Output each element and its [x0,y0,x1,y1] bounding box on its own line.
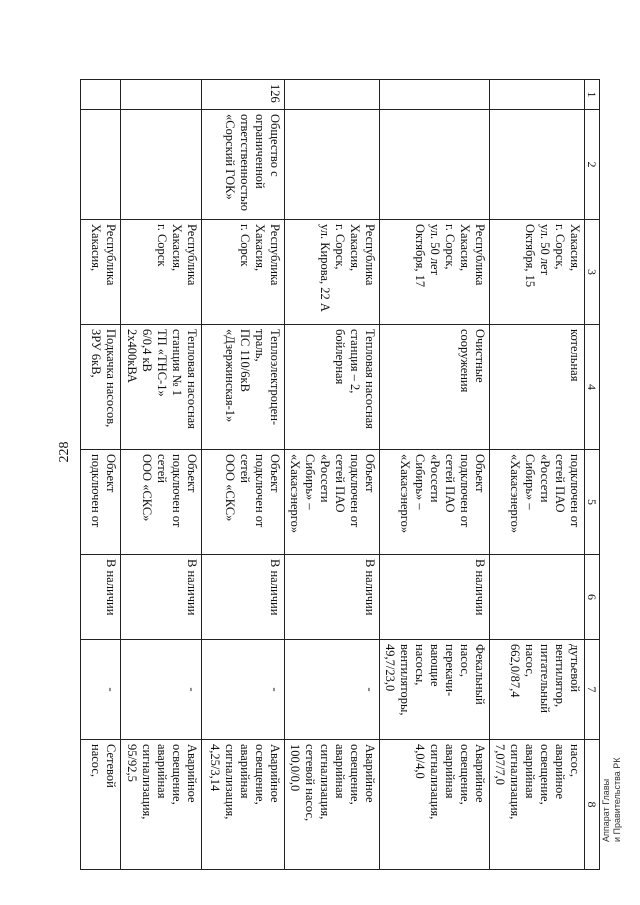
col-8-header: 8 [585,740,600,870]
rotated-table-wrapper [89,79,600,869]
cell-number [121,80,202,110]
cell-number [490,80,585,110]
cell-address: Республика Хакасия, [81,220,121,325]
cell-availability: В наличии [202,555,285,640]
cell-emergency: Аварийное освещение, аварийная сигнализация, сетевой насос, 100,0/0,0 [285,740,380,870]
cell-organization [380,110,490,220]
col-7-header: 7 [585,640,600,740]
table-row [121,80,202,870]
cell-facility: Подкачка насосов, ЗРУ 6кВ, [81,325,121,450]
cell-address: Республика Хакасия, г. Сорск [202,220,285,325]
archive-stamp: Аппарат Главы и Правительства РК [601,757,622,842]
facilities-table [80,79,600,870]
cell-address: Республика Хакасия, г. Сорск, ул. 50 лет Октября, 17 [380,220,490,325]
cell-equipment: - [285,640,380,740]
col-4-header: 4 [585,325,600,450]
col-1-header: 1 [585,80,600,110]
cell-facility: Тепловая насосная станция № 1 ТП «ТНС-1» 6/0,4 кВ 2х400кВА [121,325,202,450]
cell-emergency: насос, аварийное освещение, аварийная сигнализация, 7,07/7,0 [490,740,585,870]
cell-number [285,80,380,110]
cell-number [380,80,490,110]
cell-availability: В наличии [380,555,490,640]
cell-emergency: Аварийное освещение, аварийная сигнализация, 4,0/4,0 [380,740,490,870]
cell-address: Республика Хакасия, г. Сорск [121,220,202,325]
cell-facility: Теплоэлектроцен- траль, ПС 110/6кВ «Дзержинская-1» [202,325,285,450]
cell-organization [285,110,380,220]
cell-equipment: - [202,640,285,740]
cell-connection: подключен от сетей ПАО «Россети Сибирь» – «Хакасэнерго» [490,450,585,555]
page-number: 228 [57,441,72,463]
cell-emergency: Аварийное освещение, аварийная сигнализация, 4,25/3,14 [202,740,285,870]
cell-emergency: Сетевой насос, [81,740,121,870]
cell-number [81,80,121,110]
cell-connection: Объект подключен от сетей ООО «СКС» [121,450,202,555]
table-row [490,80,585,870]
table-row [285,80,380,870]
cell-availability: В наличии [121,555,202,640]
table-row [202,80,285,870]
cell-connection: Объект подключен от сетей ПАО «Россети Сибирь» – «Хакасэнерго» [380,450,490,555]
cell-facility: котельная [490,325,585,450]
col-3-header: 3 [585,220,600,325]
cell-number: 126 [202,80,285,110]
cell-equipment: Фекальный насос, перекачи- вающие насосы, вентиляторы, 49,7/23,0 [380,640,490,740]
cell-facility: Очистные сооружения [380,325,490,450]
cell-equipment: - [121,640,202,740]
table-row [81,80,121,870]
cell-facility: Тепловая насосная станция – 2, бойлерная [285,325,380,450]
cell-availability: В наличии [81,555,121,640]
col-6-header: 6 [585,555,600,640]
cell-availability [490,555,585,640]
cell-equipment: - [81,640,121,740]
cell-equipment: дутьевой вентилятор, питательный насос, 662,0/87,4 [490,640,585,740]
col-5-header: 5 [585,450,600,555]
cell-availability: В наличии [285,555,380,640]
cell-organization: Общество с ограниченной ответственностью «Сорский ГОК» [202,110,285,220]
cell-connection: Объект подключен от [81,450,121,555]
cell-address: Хакасия, г. Сорск, ул. 50 лет Октября, 15 [490,220,585,325]
cell-address: Республика Хакасия, г. Сорск, ул. Кирова, 22 А [285,220,380,325]
col-2-header: 2 [585,110,600,220]
table-row [380,80,490,870]
cell-emergency: Аварийное освещение, аварийная сигнализация, 95/92,5 [121,740,202,870]
cell-connection: Объект подключен от сетей ПАО «Россети Сибирь» – «Хакасэнерго» [285,450,380,555]
header-row [585,80,600,870]
cell-organization [81,110,121,220]
cell-organization [490,110,585,220]
cell-connection: Объект подключен от сетей ООО «СКС» [202,450,285,555]
cell-organization [121,110,202,220]
